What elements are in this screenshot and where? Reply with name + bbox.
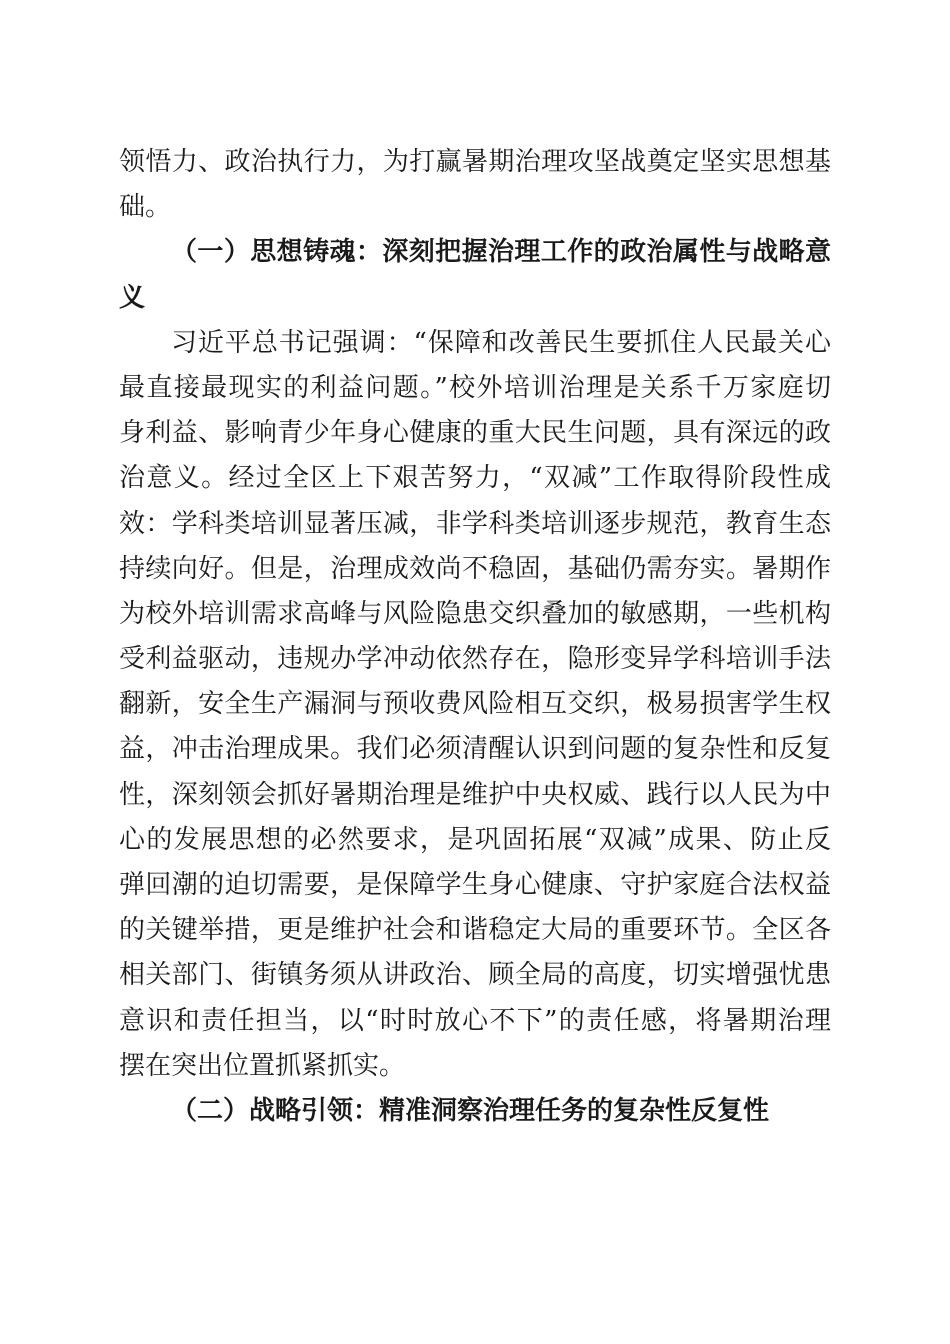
continuation-paragraph — [119, 140, 831, 230]
section-heading-2 — [119, 1089, 831, 1134]
text-line: 最直接最现实的利益问题。”校外培训治理是关系千万家庭切 — [119, 372, 831, 403]
text-line: 为校外培训需求高峰与风险隐患交织叠加的敏感期，一些机构 — [119, 598, 831, 629]
text-line: 摆在突出位置抓紧抓实。 — [119, 1050, 406, 1081]
text-line: 领悟力、政治执行力，为打赢暑期治理攻坚战奠定坚实思想基 — [119, 147, 831, 177]
text-line: 的关键举措，更是维护社会和谐稳定大局的重要环节。全区各 — [119, 915, 831, 946]
text-line: 翻新，安全生产漏洞与预收费风险相互交织，极易损害学生权 — [119, 689, 831, 720]
text-line: 身利益、影响青少年身心健康的重大民生问题，具有深远的政 — [119, 418, 831, 449]
text-line: 持续向好。但是，治理成效尚不稳固，基础仍需夯实。暑期作 — [119, 553, 831, 584]
text-line: 弹回潮的迫切需要，是保障学生身心健康、守护家庭合法权益 — [119, 870, 831, 900]
text-line: 础。 — [119, 192, 172, 223]
document-page — [119, 140, 831, 1134]
heading-line: 义 — [119, 282, 146, 313]
text-line: 效：学科类培训显著压减，非学科类培训逐步规范，教育生态 — [119, 508, 831, 539]
text-line: 性，深刻领会抓好暑期治理是维护中央权威、践行以人民为中 — [119, 779, 831, 810]
heading-line: （一）思想铸魂：深刻把握治理工作的政治属性与战略意 — [171, 237, 831, 268]
text-line: 相关部门、街镇务须从讲政治、顾全局的高度，切实增强忧患 — [119, 960, 831, 991]
text-line: 意识和责任担当，以“时时放心不下”的责任感，将暑期治理 — [119, 1005, 831, 1036]
heading-line: （二）战略引领：精准洞察治理任务的复杂性反复性 — [171, 1095, 770, 1126]
body-paragraph — [119, 321, 831, 1089]
text-line: 受利益驱动，违规办学冲动依然存在，隐形变异学科培训手法 — [119, 644, 831, 675]
text-line: 心的发展思想的必然要求，是巩固拓展“双减”成果、防止反 — [119, 824, 831, 855]
text-line: 治意义。经过全区上下艰苦努力，“双减”工作取得阶段性成 — [119, 463, 831, 494]
text-line: 习近平总书记强调：“保障和改善民生要抓住人民最关心 — [171, 327, 831, 358]
text-line: 益，冲击治理成果。我们必须清醒认识到问题的复杂性和反复 — [119, 734, 831, 765]
section-heading-1 — [119, 230, 831, 320]
